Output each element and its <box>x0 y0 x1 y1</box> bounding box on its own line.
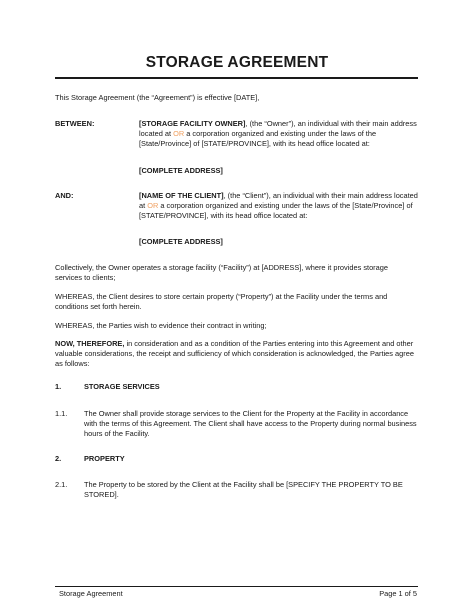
between-text-b: a corporation organized and existing under the laws of the [State/Province] of [STATE/PROVINCE], with its head office located at: <box>139 129 377 148</box>
collectively-paragraph: Collectively, the Owner operates a storage facility (“Facility”) at [ADDRESS], where it provides storage services to clients; <box>55 263 388 282</box>
client-name-placeholder: [NAME OF THE CLIENT] <box>139 191 224 200</box>
now-therefore-paragraph <box>55 339 415 369</box>
and-label: AND: <box>55 191 74 200</box>
and-or: OR <box>147 201 159 210</box>
title-divider <box>55 77 418 79</box>
owner-address-placeholder: [COMPLETE ADDRESS] <box>139 166 223 175</box>
whereas-paragraph-2: WHEREAS, the Parties wish to evidence their contract in writing; <box>55 321 267 330</box>
footer-page-number: Page 1 of 5 <box>379 589 417 598</box>
section-2-heading: PROPERTY <box>84 454 125 463</box>
between-text-a: , (the “Owner”), an individual with their main address located at <box>139 119 417 138</box>
section-1-heading: STORAGE SERVICES <box>84 382 160 391</box>
owner-name-placeholder: [STORAGE FACILITY OWNER] <box>139 119 246 128</box>
section-2-number: 2. <box>55 454 62 463</box>
client-address-placeholder: [COMPLETE ADDRESS] <box>139 237 223 246</box>
now-therefore-text: in consideration and as a condition of the Parties entering into this Agreement and other valuable considerations, the receipt and sufficiency of which consideration is acknowledged, the Parties agree as follows: <box>55 339 414 368</box>
between-label: BETWEEN: <box>55 119 95 128</box>
document-title: STORAGE AGREEMENT <box>145 54 329 71</box>
now-therefore-lead: NOW, THEREFORE, <box>55 339 125 348</box>
clause-1-1-text: The Owner shall provide storage services to the Client for the Property at the Facility in accordance with the terms of this Agreement. The Client shall have access to the Property during normal business hours of the Facility. <box>84 409 417 438</box>
intro-paragraph: This Storage Agreement (the “Agreement”) is effective [DATE], <box>55 93 260 102</box>
between-party-text <box>139 119 419 149</box>
and-text-a: , (the “Client”), an individual with their main address located at <box>139 191 418 210</box>
clause-2-1-number: 2.1. <box>55 480 68 489</box>
footer-document-name: Storage Agreement <box>59 589 123 598</box>
footer-divider <box>55 586 418 587</box>
section-1-number: 1. <box>55 382 62 391</box>
between-or: OR <box>173 129 185 138</box>
whereas-paragraph-1: WHEREAS, the Client desires to store certain property (“Property”) at the Facility under the terms and conditions set forth herein. <box>55 292 388 311</box>
clause-2-1-text: The Property to be stored by the Client at the Facility shall be [SPECIFY THE PROPERTY TO BE STORED]. <box>84 480 403 499</box>
and-text-b: a corporation organized and existing under the laws of the [State/Province] of [STATE/PROVINCE], with its head office located at: <box>139 201 413 220</box>
clause-1-1-number: 1.1. <box>55 409 68 418</box>
and-party-text <box>139 191 419 221</box>
